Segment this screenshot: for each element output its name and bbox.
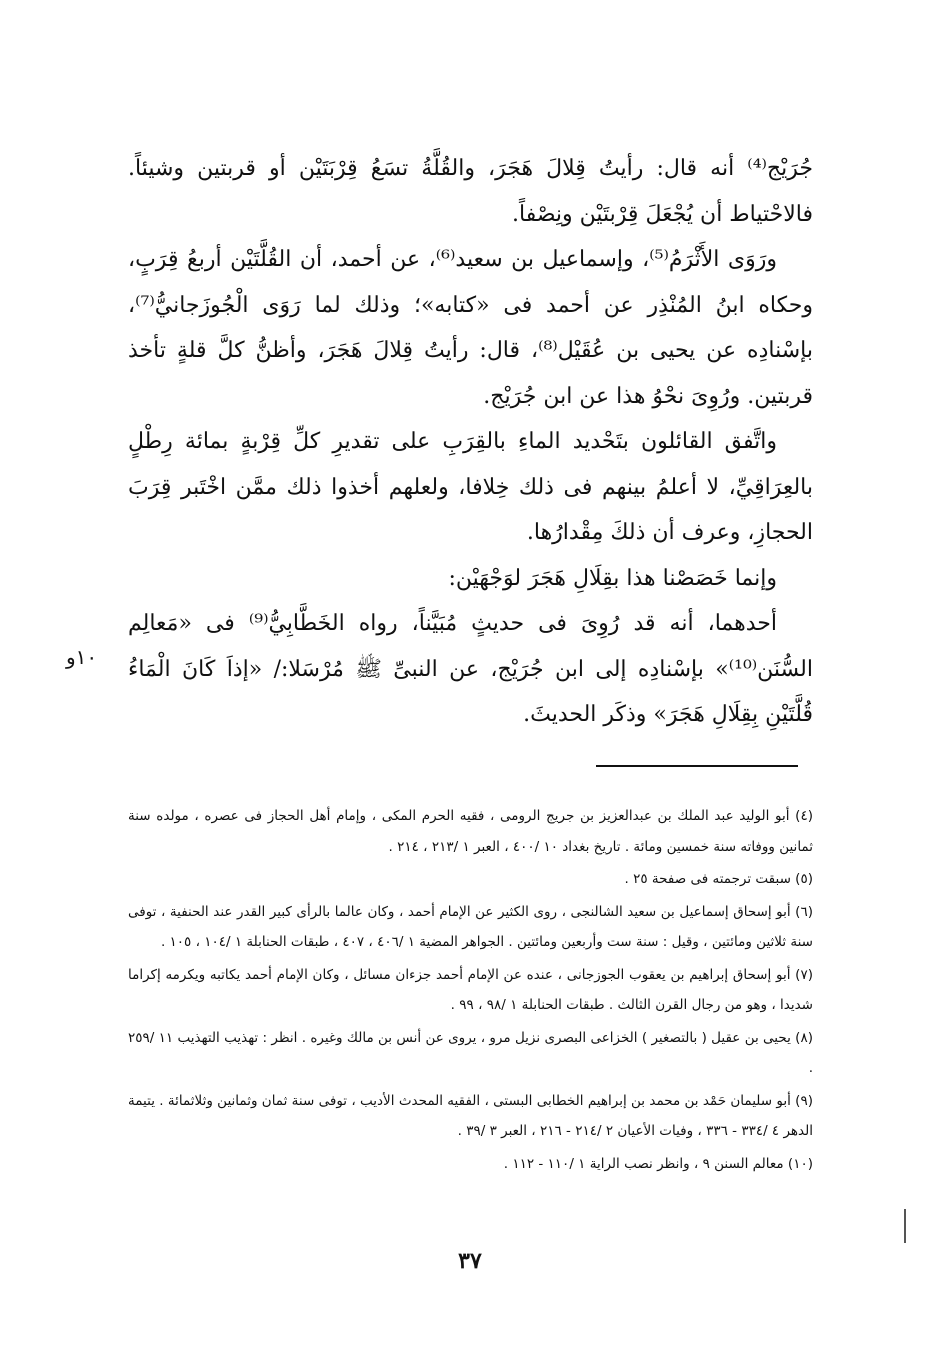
main-text-block	[128, 146, 813, 738]
footnote-8: (٨) يحيى بن عقيل ( بالتصغير ) الخزاعى البصرى نزيل مرو ، يروى عن أنس بن مالك وغيره . انظر : تهذيب التهذيب ١١ /٢٥٩ .	[128, 1029, 814, 1076]
footnotes-block	[128, 801, 813, 1179]
footnote-7: (٧) أبو إسحاق إبراهيم بن يعقوب الجوزجانى ، عنده عن الإمام أحمد جزءان مسائل ، وكان الإمام أحمد يكاتبه ويكرمه إكراما شديدا ، وهو من رجال القرن الثالث . طبقات الحنابلة ١ /٩٨ ، ٩٩ .	[128, 966, 813, 1013]
footnote-10: (١٠) معالم السنن ٩ ، وانظر نصب الراية ١ /١١٠ - ١١٢ .	[503, 1155, 813, 1172]
paragraph-5: أحدهما، أنه قد رُوِىَ فى حديثٍ مُبَيَّناً، رواه الخَطَّابِيُّ⁽⁹⁾ فى «مَعالِم السُّنَن⁽¹⁰⁾» بإسْنادِه إلى ابن جُرَيْج، عن النبىِّ ﷺ مُرْسَلا:/ «إذاَ كَانَ الْمَاءُ قُلَّتَيْنِ بِقِلَالِ هَجَرَ» وذكَر الحديثَ.	[128, 611, 813, 727]
footnote-5: (٥) سبقت ترجمته فى صفحة ٢٥ .	[624, 871, 813, 887]
paragraph-4: وإنما خَصَصْنا هذا بقِلَالِ هَجَرَ لوَجْهَيْن:	[448, 565, 777, 591]
paragraph-3: واتَّفق القائلون بتَحْديد الماءِ بالقِرَبِ على تقديرِ كلِّ قِرْبةٍ بمائة رِطْلٍ بالعِرَاقِيِّ، لا أعلمُ بينهم فى ذلك خِلافا، ولعلهم أخذوا ذلك ممَّن اخْتَبر قِرَبَ الحجازِ، وعرف أن ذلكَ مِقْدارُها.	[128, 429, 813, 545]
scan-artifact-line	[904, 1209, 906, 1243]
footnote-separator	[596, 765, 798, 767]
footnote-4: (٤) أبو الوليد عبد الملك بن عبدالعزيز بن جريج الرومى ، فقيه الحرم المكى ، وإمام أهل الحجاز فى عصره ، مولده سنة ثمانين ووفاته سنة خمسين ومائة . تاريخ بغداد ١٠ /٤٠٠ ، العبر ١ /٢١٣ ، ٢١٤ .	[128, 808, 813, 855]
footnote-9: (٩) أبو سليمان حَمْد بن محمد بن إبراهيم الخطابى البستى ، الفقيه المحدث الأديب ، توفى سنة ثمان وثمانين وثلاثمائة . يتيمة الدهر ٤ /٣٣٤ - ٣٣٦ ، وفيات الأعيان ٢ /٢١٤ - ٢١٦ ، العبر ٣ /٣٩ .	[128, 1092, 813, 1139]
paragraph-2: ورَوَى الأَثْرَمُ⁽⁵⁾، وإسماعيل بن سعيد⁽⁶⁾، عن أحمد، أن القُلَّتَيْن أربعُ قِرَبٍ، وحكاه ابنُ المُنْذِر عن أحمد فى «كتابه»؛ وذلك لما رَوَى الْجُوزَجانيُّ⁽⁷⁾، بإسْنادِه عن يحيى بن عُقَيْل⁽⁸⁾، قال: رأيتُ قِلالَ هَجَرَ، وأظنُّ كلَّ قلةٍ تأخذ قربتين. ورُوِىَ نحْوُ هذا عن ابن جُرَيْج.	[128, 247, 813, 409]
page-number: ٣٧	[458, 1248, 482, 1274]
footnote-6: (٦) أبو إسحاق إسماعيل بن سعيد الشالنجى ، روى الكثير عن الإمام أحمد ، وكان عالما بالرأى كبير القدر عند الحنفية ، توفى سنة ثلاثين ومائتين ، وقيل : سنة ست وأربعين ومائتين . الجواهر المضية ١ /٤٠٦ ، ٤٠٧ ، طبقات الحنابلة ١ /١٠٤ ، ١٠٥ .	[128, 903, 813, 950]
manuscript-folio-marker: ١٠و	[66, 645, 98, 669]
paragraph-1: جُرَيْج⁽⁴⁾ أنه قال: رأيتُ قِلالَ هَجَرَ، والقُلَّةُ تسَعُ قِرْبَتَيْن أو قربتين وشيئاً. فالاحْتياط أن يُجْعَلَ قِرْبتَيْن ونِصْفاً.	[128, 156, 813, 227]
